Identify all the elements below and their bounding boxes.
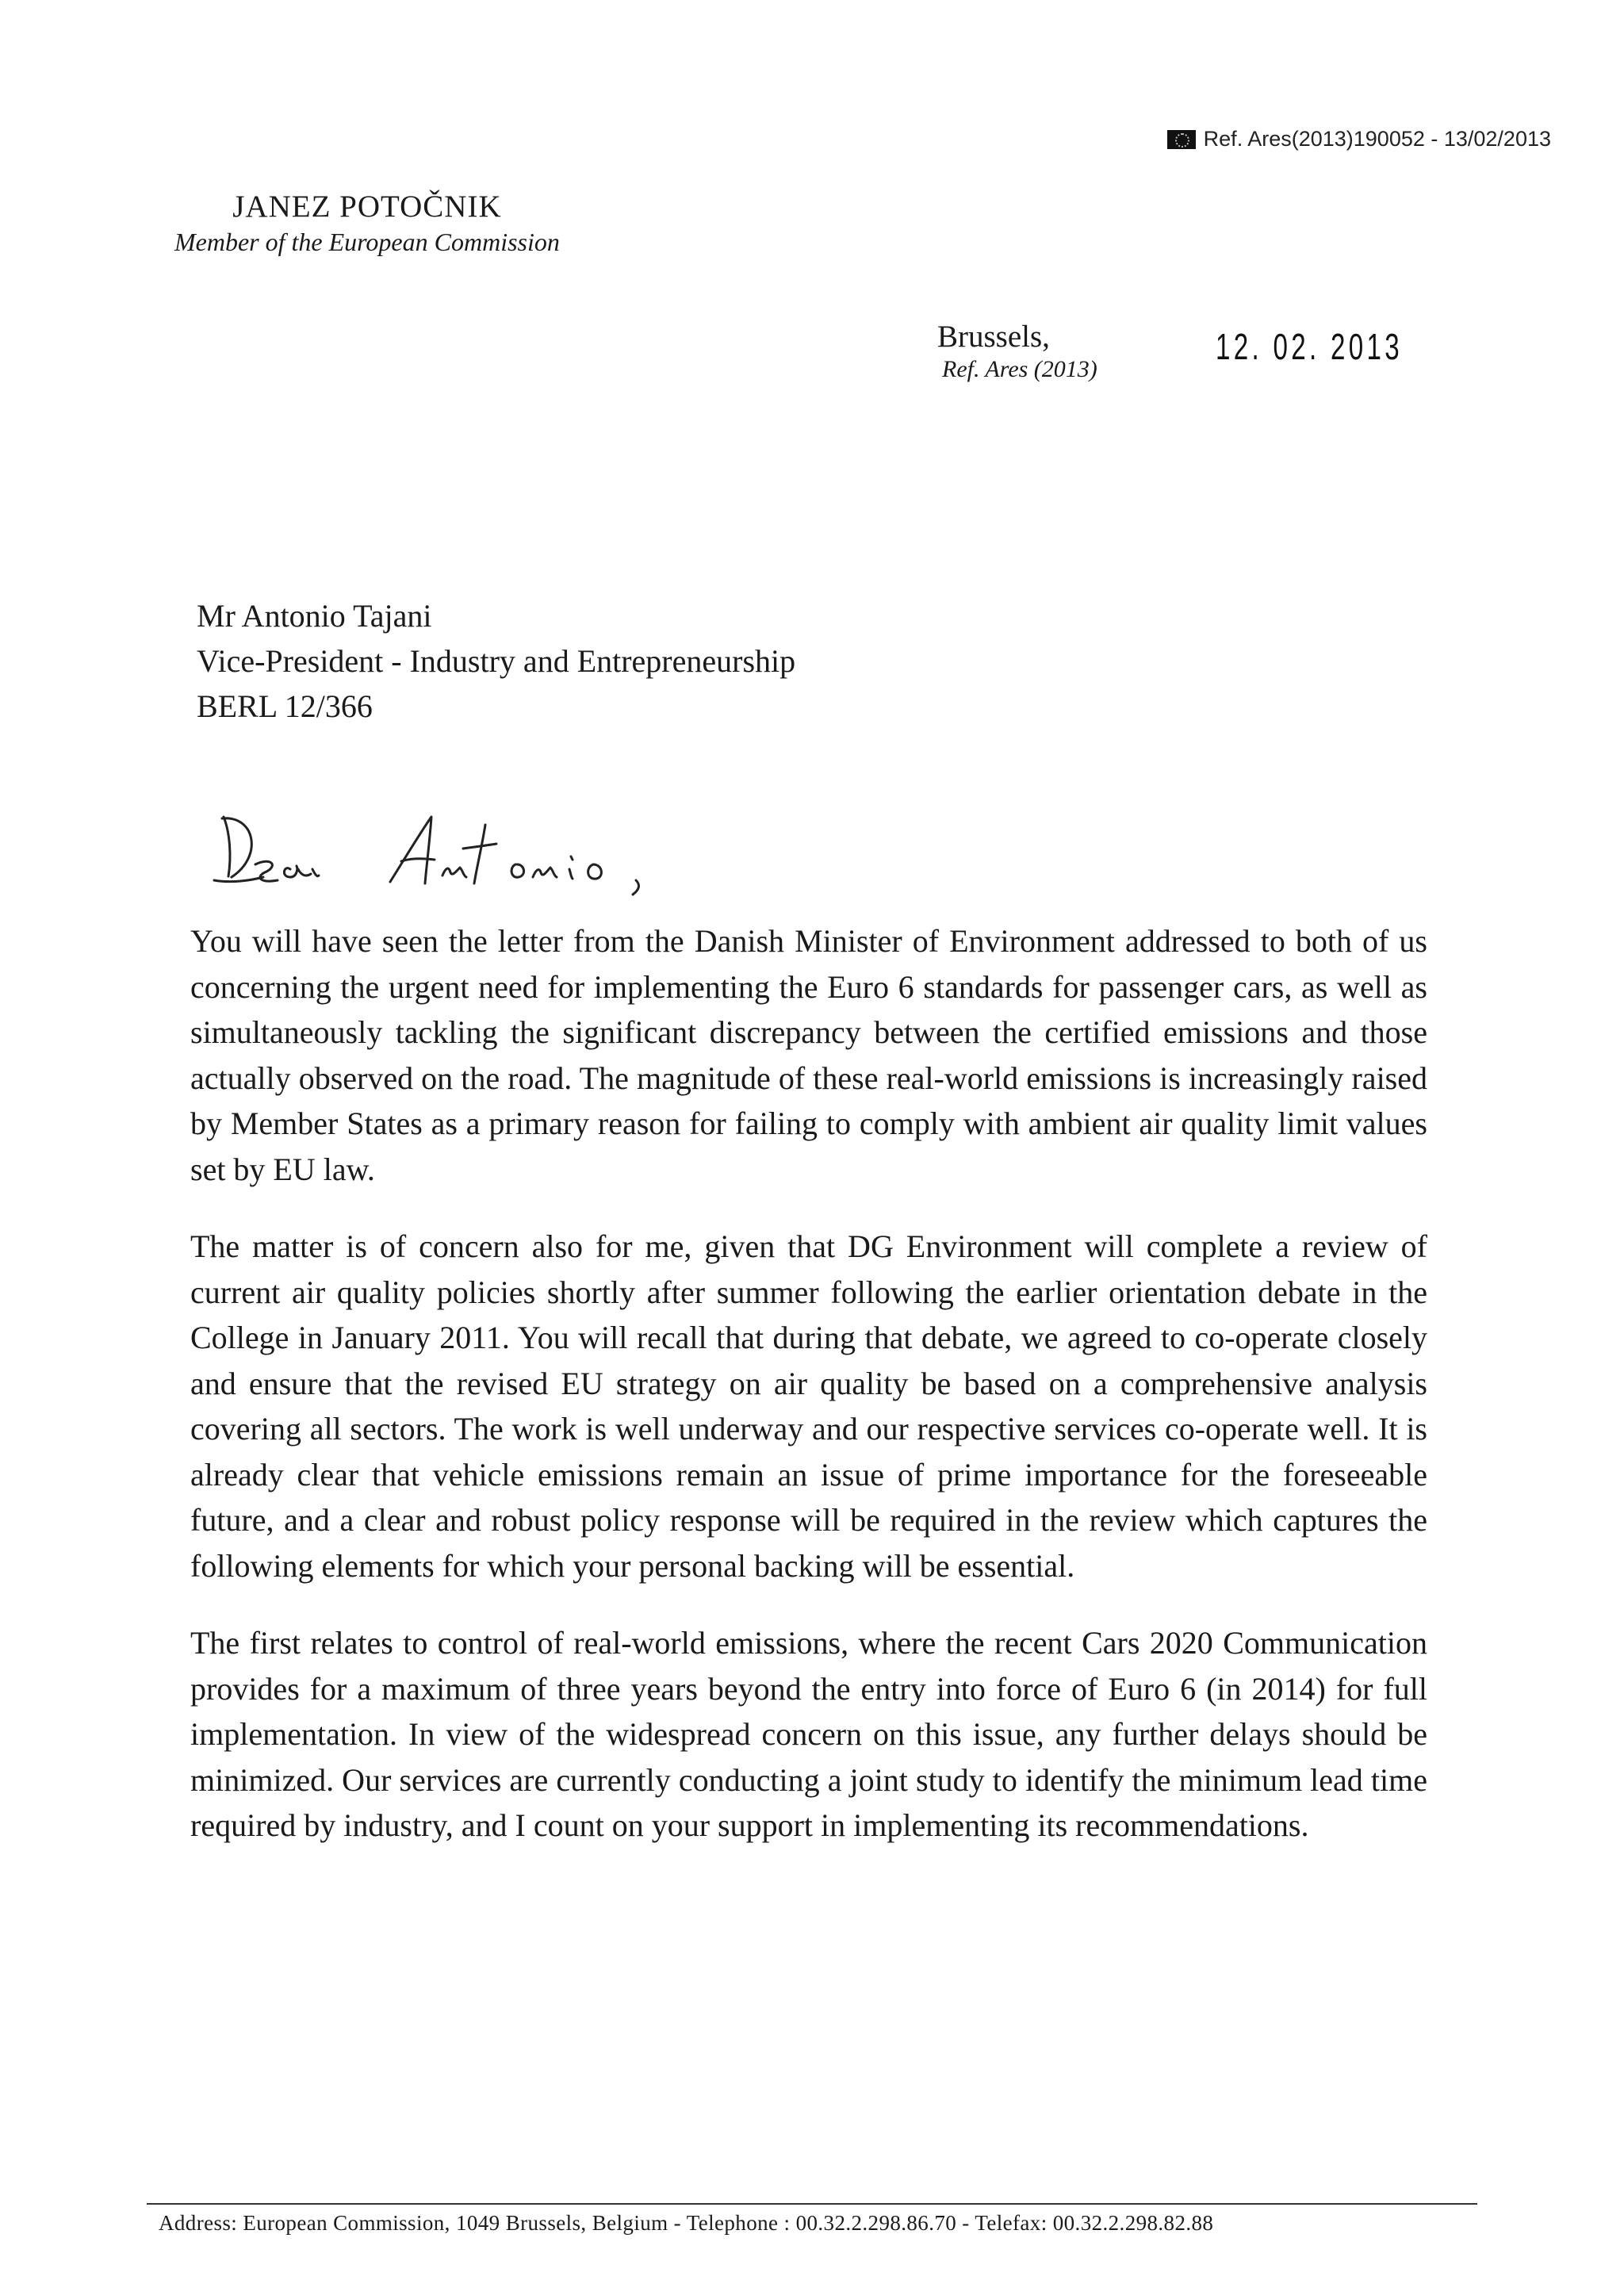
eu-flag-icon	[1167, 130, 1196, 149]
reference-number: Ref. Ares(2013)190052 - 13/02/2013	[1203, 127, 1551, 151]
body-paragraph-1: You will have seen the letter from the Danish Minister of Environment addressed to both of us concerning the urgent need for implementing the Euro 6 standards for passenger cars, as well as simultaneously tackling the significant discrepancy between the certified emissions and those actually observed on the road. The magnitude of these real-world emissions is increasingly raised by Member States as a primary reason for failing to comply with ambient air quality limit values set by EU law.	[190, 923, 1427, 1187]
letter-reference: Ref. Ares (2013)	[942, 356, 1097, 382]
recipient-title: Vice-President - Industry and Entrepreneurship	[197, 643, 796, 679]
recipient-office: BERL 12/366	[197, 688, 373, 724]
body-paragraph-2: The matter is of concern also for me, given that DG Environment will complete a review of current air quality policies shortly after summer following the earlier orientation debate in the College in January 2011. You will recall that during that debate, we agreed to co-operate closely and ensure that the revised EU strategy on air quality be based on a comprehensive analysis covering all sectors. The work is well underway and our respective services co-operate well. It is already clear that vehicle emissions remain an issue of prime importance for the foreseeable future, and a clear and robust policy response will be required in the review which captures the following elements for which your personal backing will be essential.	[190, 1228, 1427, 1584]
recipient-address	[197, 593, 795, 729]
sender-name: JANEZ POTOČNIK	[232, 190, 502, 224]
footer-address: Address: European Commission, 1049 Brussels, Belgium - Telephone : 00.32.2.298.86.70 - Telefax: 00.32.2.298.82.88	[159, 2211, 1214, 2235]
reference-stamp	[1167, 127, 1551, 151]
recipient-name: Mr Antonio Tajani	[197, 598, 432, 634]
sender-role: Member of the European Commission	[174, 228, 560, 256]
letter-body	[190, 918, 1427, 1880]
handwritten-salutation	[208, 801, 779, 896]
body-paragraph-3: The first relates to control of real-world emissions, where the recent Cars 2020 Communication provides for a maximum of three years beyond the entry into force of Euro 6 (in 2014) for full implementation. In view of the widespread concern on this issue, any further delays should be minimized. Our services are currently conducting a joint study to identify the minimum lead time required by industry, and I count on your support in implementing its recommendations.	[190, 1625, 1427, 1843]
place-and-reference	[937, 319, 1097, 383]
date-stamp: 12. 02. 2013	[1216, 326, 1404, 367]
footer-divider	[147, 2203, 1477, 2205]
letter-place: Brussels,	[937, 320, 1050, 354]
letterhead	[174, 189, 560, 257]
